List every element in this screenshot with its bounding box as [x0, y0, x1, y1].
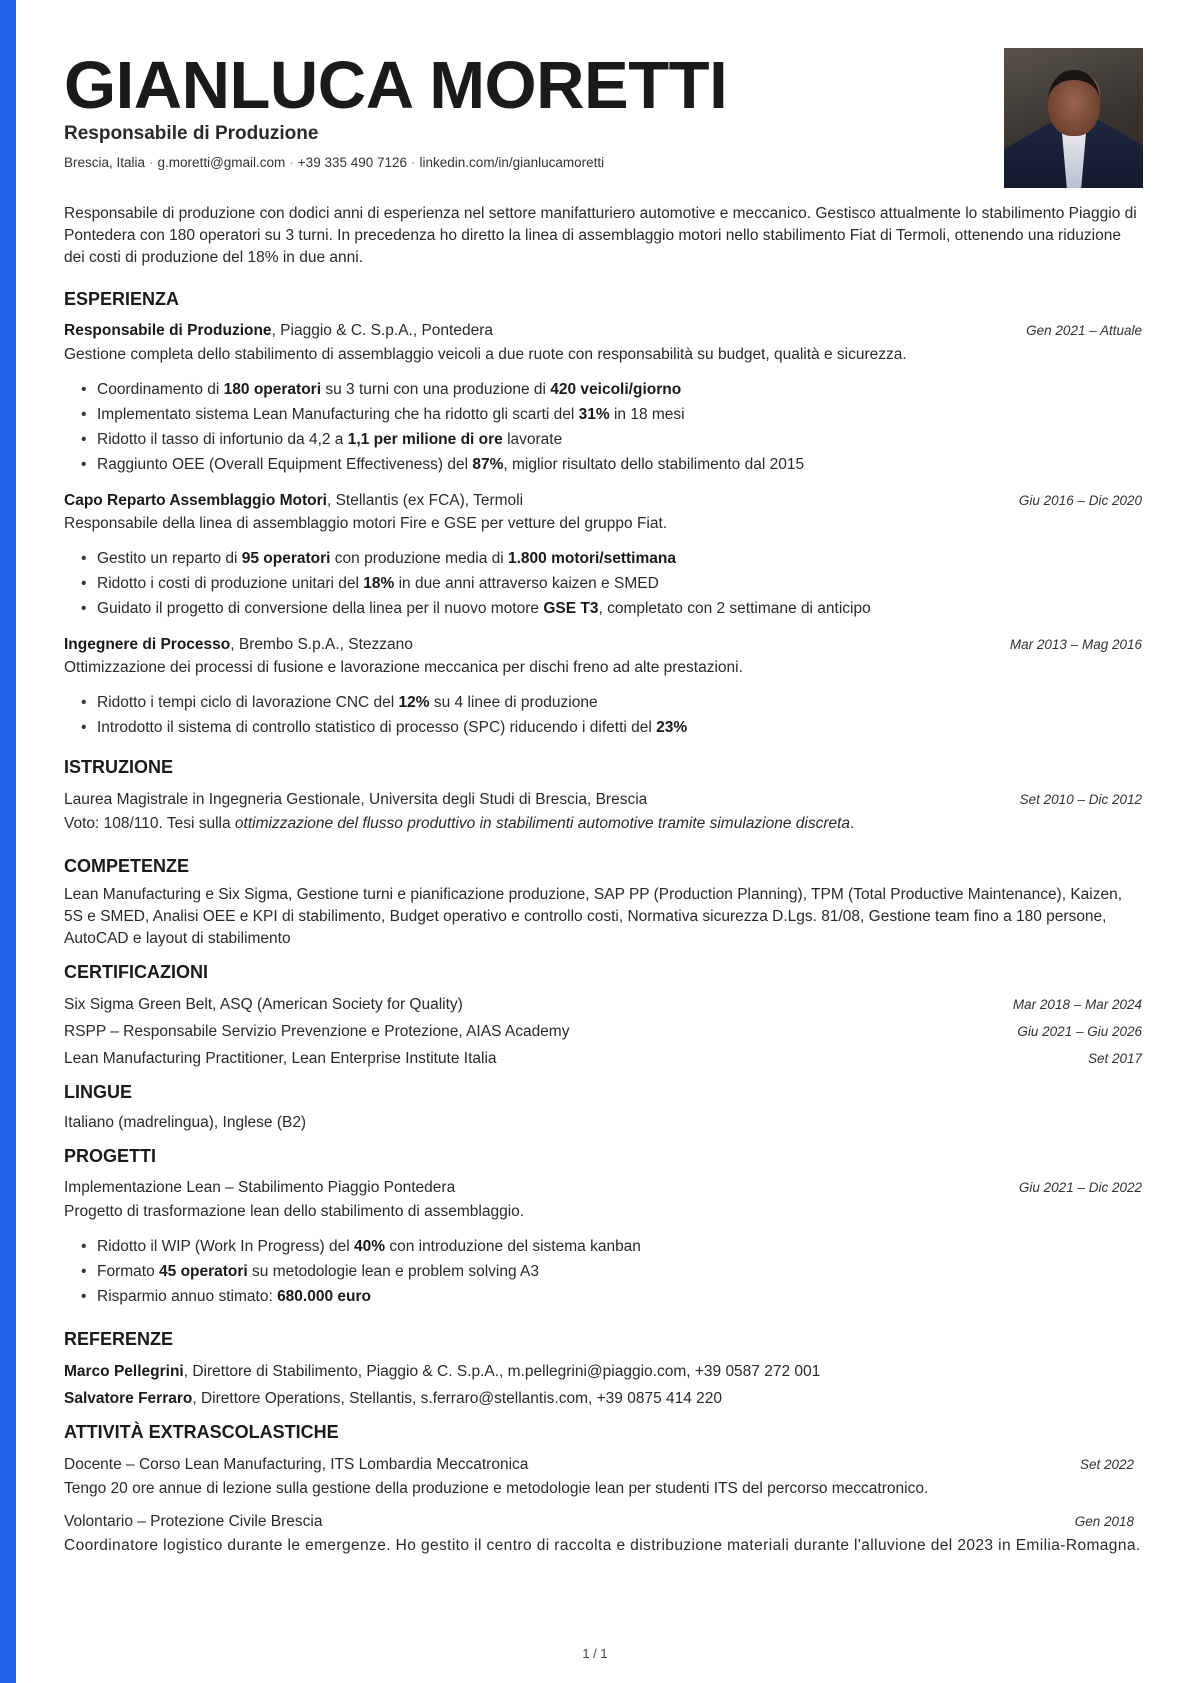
- resume-page: [64, 0, 1142, 1554]
- punctuation: .: [850, 815, 855, 832]
- summary: Responsabile di produzione con dodici anni di esperienza nel settore manifatturiero automotive e meccanico. Gestisco attualmente lo stabilimento Piaggio di Pontedera con 180 operatori su 3 turni. In precedenza ho diretto la linea di assemblaggio motori nello stabilimento Fiat di Termoli, ottenendo una riduzione dei costi di produzione del 18% in due anni.: [64, 205, 1137, 266]
- highlight-metric: 95 operatori: [241, 550, 331, 567]
- section-title-certifications: CERTIFICAZIONI: [64, 962, 208, 982]
- certification-item: [64, 1021, 1142, 1043]
- highlight-metric: 23%: [656, 719, 688, 736]
- reference-item: [64, 1361, 1142, 1383]
- bullet-item: • Guidato il progetto di conversione della linea per il nuovo motore GSE T3, completato con 2 settimane di anticipo: [97, 596, 871, 621]
- activity-title: Docente – Corso Lean Manufacturing, ITS Lombardia Meccatronica: [64, 1456, 529, 1473]
- candidate-role: Responsabile di Produzione: [64, 123, 319, 144]
- accent-bar: [0, 0, 16, 1683]
- highlight-metric: 1,1 per milione di ore: [347, 431, 503, 448]
- project-description: Progetto di trasformazione lean dello stabilimento di assemblaggio.: [64, 1203, 525, 1220]
- bullet-item: • Introdotto il sistema di controllo statistico di processo (SPC) riducendo i difetti del 23%: [97, 715, 687, 740]
- section-title-languages: LINGUE: [64, 1082, 133, 1102]
- header: [64, 0, 1142, 200]
- highlight-metric: 180 operatori: [223, 381, 322, 398]
- page-number: 1 / 1: [582, 1646, 608, 1661]
- activity-description: Tengo 20 ore annue di lezione sulla gestione della produzione e metodologie lean per studenti ITS del percorso meccatronico.: [64, 1480, 929, 1497]
- job-company: , Brembo S.p.A., Stezzano: [230, 636, 413, 653]
- bullet-item: • Raggiunto OEE (Overall Equipment Effectiveness) del 87%, miglior risultato dello stabilimento dal 2015: [97, 452, 804, 477]
- reference-name: Marco Pellegrini: [64, 1363, 184, 1380]
- candidate-name: GIANLUCA MORETTI: [64, 48, 728, 123]
- section-title-projects: PROGETTI: [64, 1146, 157, 1166]
- bullet-item: • Coordinamento di 180 operatori su 3 turni con una produzione di 420 veicoli/giorno: [97, 377, 804, 402]
- skills-text: Lean Manufacturing e Six Sigma, Gestione turni e pianificazione produzione, SAP PP (Production Planning), TPM (Total Productive Maintenance), Kaizen, 5S e SMED, Analisi OEE e KPI di stabilimento, Budget operativo e controllo costi, Normativa sicurezza D.Lgs. 81/08, Gestione team fino a 180 persone, AutoCAD e layout di stabilimento: [64, 886, 1123, 947]
- section-title-references: REFERENZE: [64, 1329, 174, 1349]
- certification-date: Set 2017: [1087, 1051, 1142, 1066]
- activity-date: Gen 2018: [1074, 1514, 1134, 1529]
- contact-line: [64, 155, 604, 170]
- certification-name: Lean Manufacturing Practitioner, Lean Enterprise Institute Italia: [64, 1050, 497, 1067]
- experience-item-header: [64, 490, 1142, 512]
- activity-date: Set 2022: [1079, 1457, 1134, 1472]
- certification-date: Giu 2021 – Giu 2026: [1017, 1024, 1142, 1039]
- section-title-experience: ESPERIENZA: [64, 289, 180, 309]
- certification-item: [64, 994, 1142, 1016]
- certification-item: [64, 1048, 1142, 1070]
- contact-email[interactable]: g.moretti@gmail.com: [157, 155, 286, 170]
- experience-item-header: [64, 634, 1142, 656]
- highlight-metric: 12%: [398, 694, 430, 711]
- project-date: Giu 2021 – Dic 2022: [1018, 1180, 1142, 1195]
- education-thesis: ottimizzazione del flusso produttivo in stabilimenti automotive tramite simulazione discreta: [234, 815, 851, 832]
- section-title-activities: ATTIVITÀ EXTRASCOLASTICHE: [64, 1422, 339, 1442]
- highlight-metric: 1.800 motori/settimana: [508, 550, 676, 567]
- job-bullets: [97, 690, 687, 740]
- reference-details: , Direttore di Stabilimento, Piaggio & C. S.p.A., m.pellegrini@piaggio.com, +39 0587 272 001: [183, 1363, 821, 1380]
- bullet-item: • Ridotto il WIP (Work In Progress) del 40% con introduzione del sistema kanban: [97, 1234, 641, 1259]
- activity-description: Coordinatore logistico durante le emergenze. Ho gestito il centro di raccolta e distribuzione materiali durante l'alluvione del 2023 in Emilia-Romagna.: [64, 1537, 1141, 1554]
- bullet-item: • Ridotto il tasso di infortunio da 4,2 a 1,1 per milione di ore lavorate: [97, 427, 804, 452]
- photo-face-shape: [1048, 70, 1100, 136]
- job-company: , Piaggio & C. S.p.A., Pontedera: [271, 322, 493, 339]
- education-details: [64, 813, 1142, 835]
- contact-location: Brescia, Italia: [64, 155, 146, 170]
- education-date: Set 2010 – Dic 2012: [1019, 792, 1142, 807]
- highlight-metric: GSE T3: [543, 600, 599, 617]
- contact-linkedin[interactable]: linkedin.com/in/gianlucamoretti: [419, 155, 605, 170]
- highlight-metric: 45 operatori: [159, 1263, 248, 1280]
- highlight-metric: 31%: [578, 406, 610, 423]
- job-title: Capo Reparto Assemblaggio Motori: [64, 492, 327, 509]
- bullet-item: • Risparmio annuo stimato: 680.000 euro: [97, 1284, 641, 1309]
- activity-item-header: [64, 1511, 1134, 1533]
- separator: ·: [411, 155, 416, 170]
- job-bullets: [97, 377, 804, 477]
- job-bullets: [97, 546, 871, 621]
- certification-name: Six Sigma Green Belt, ASQ (American Society for Quality): [64, 996, 463, 1013]
- separator: ·: [289, 155, 294, 170]
- section-title-skills: COMPETENZE: [64, 856, 190, 876]
- education-grade: Voto: 108/110. Tesi sulla: [64, 815, 235, 832]
- bullet-item: • Implementato sistema Lean Manufacturing che ha ridotto gli scarti del 31% in 18 mesi: [97, 402, 804, 427]
- certification-name: RSPP – Responsabile Servizio Prevenzione e Protezione, AIAS Academy: [64, 1023, 570, 1040]
- job-description: Ottimizzazione dei processi di fusione e lavorazione meccanica per dischi freno ad alte prestazioni.: [64, 659, 743, 676]
- activity-item-header: [64, 1454, 1134, 1476]
- reference-details: , Direttore Operations, Stellantis, s.ferraro@stellantis.com, +39 0875 414 220: [192, 1390, 723, 1407]
- reference-name: Salvatore Ferraro: [64, 1390, 193, 1407]
- experience-item-header: [64, 320, 1142, 342]
- highlight-metric: 18%: [363, 575, 395, 592]
- reference-item: [64, 1388, 1142, 1410]
- separator: ·: [149, 155, 154, 170]
- highlight-metric: 420 veicoli/giorno: [550, 381, 682, 398]
- highlight-metric: 87%: [472, 456, 504, 473]
- bullet-item: • Formato 45 operatori su metodologie lean e problem solving A3: [97, 1259, 641, 1284]
- job-date: Gen 2021 – Attuale: [1026, 323, 1142, 338]
- bullet-item: • Ridotto i tempi ciclo di lavorazione CNC del 12% su 4 linee di produzione: [97, 690, 687, 715]
- job-description: Gestione completa dello stabilimento di assemblaggio veicoli a due ruote con responsabilità su budget, qualità e sicurezza.: [64, 346, 907, 363]
- education-item: [64, 789, 1142, 811]
- highlight-metric: 680.000 euro: [277, 1288, 371, 1305]
- languages-text: Italiano (madrelingua), Inglese (B2): [64, 1114, 307, 1131]
- job-description: Responsabile della linea di assemblaggio motori Fire e GSE per vetture del gruppo Fiat.: [64, 515, 668, 532]
- certification-date: Mar 2018 – Mar 2024: [1012, 997, 1142, 1012]
- contact-phone[interactable]: +39 335 490 7126: [297, 155, 408, 170]
- bullet-item: • Ridotto i costi di produzione unitari del 18% in due anni attraverso kaizen e SMED: [97, 571, 871, 596]
- job-title: Ingegnere di Processo: [64, 636, 231, 653]
- highlight-metric: 40%: [353, 1238, 386, 1255]
- section-title-education: ISTRUZIONE: [64, 757, 174, 777]
- job-date: Giu 2016 – Dic 2020: [1018, 493, 1142, 508]
- job-company: , Stellantis (ex FCA), Termoli: [326, 492, 524, 509]
- profile-photo: [1004, 48, 1143, 188]
- project-item-header: [64, 1177, 1142, 1199]
- education-degree: Laurea Magistrale in Ingegneria Gestionale, Universita degli Studi di Brescia, Brescia: [64, 791, 648, 808]
- activity-title: Volontario – Protezione Civile Brescia: [64, 1513, 323, 1530]
- job-date: Mar 2013 – Mag 2016: [1009, 637, 1142, 652]
- bullet-item: • Gestito un reparto di 95 operatori con produzione media di 1.800 motori/settimana: [97, 546, 871, 571]
- project-title: Implementazione Lean – Stabilimento Piaggio Pontedera: [64, 1179, 456, 1196]
- project-bullets: [97, 1234, 641, 1309]
- job-title: Responsabile di Produzione: [64, 322, 272, 339]
